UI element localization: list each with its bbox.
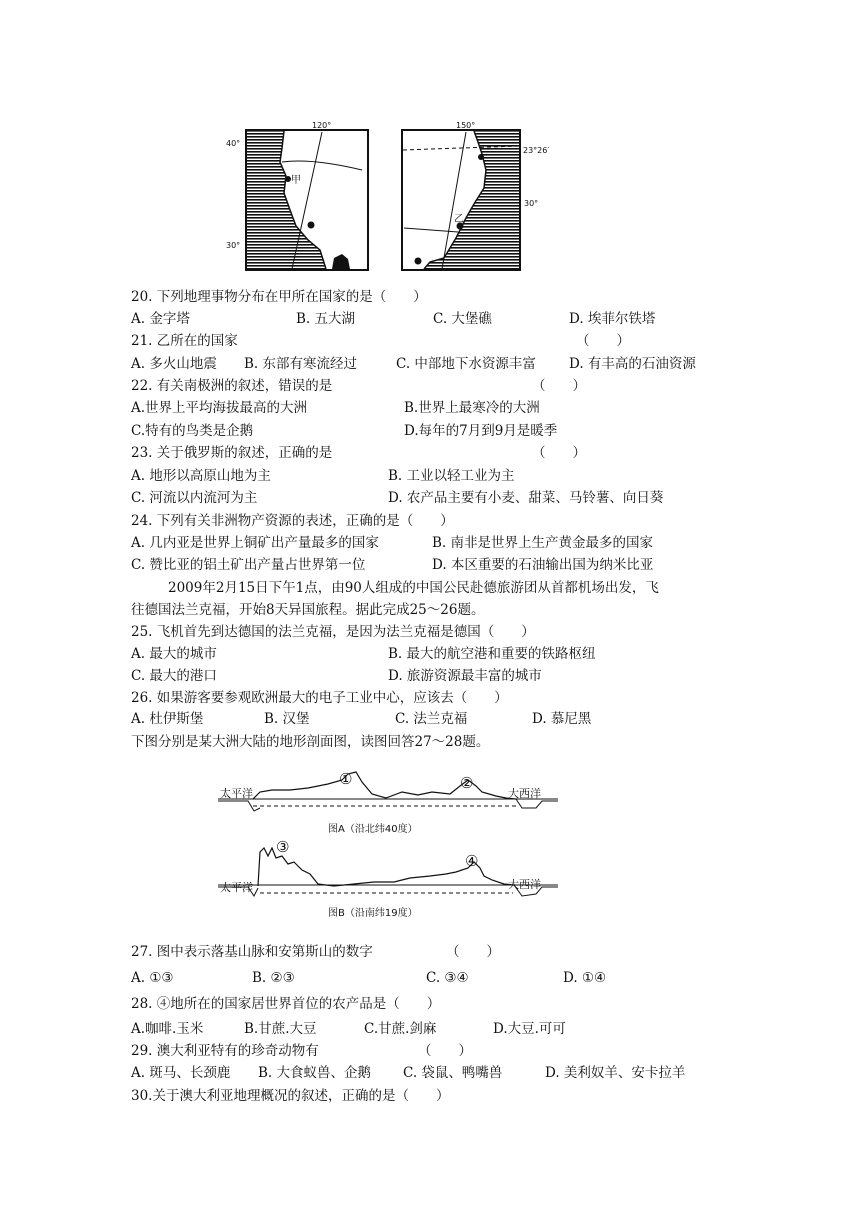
q28-option-d: D.大豆.可可 [493, 1021, 566, 1037]
question-24: 24. 下列有关非洲物产资源的表述，正确的是（ ） [131, 513, 454, 529]
question-22: 22. 有关南极洲的叙述，错误的是 [131, 378, 333, 394]
q21-option-d: D. 有丰高的石油资源 [569, 356, 696, 372]
map-right-lat-bottom: 30° [524, 199, 539, 208]
q25-option-b: B. 最大的航空港和重要的铁路枢纽 [388, 646, 596, 662]
q23-option-c: C. 河流以内流河为主 [131, 490, 258, 506]
profile-a-west: 太平洋 [220, 787, 253, 800]
map-left-lon: 120° [312, 121, 332, 130]
map-left-lat-bottom: 30° [226, 241, 241, 250]
map-left [222, 118, 372, 274]
question-26: 26. 如果游客要参观欧洲最大的电子工业中心，应该去（ ） [131, 690, 508, 706]
q28-option-a: A.咖啡.玉米 [131, 1021, 204, 1037]
q26-option-b: B. 汉堡 [264, 711, 310, 727]
q23-option-b: B. 工业以轻工业为主 [388, 468, 515, 484]
profile-a-east: 大西洋 [508, 787, 541, 800]
profile-intro: 下图分别是某大洲大陆的地形剖面图，读图回答27～28题。 [131, 734, 490, 750]
question-30: 30.关于澳大利亚地理概况的叙述，正确的是（ ） [131, 1088, 450, 1104]
q23-option-d: D. 农产品主要有小麦、甜菜、马铃薯、向日葵 [388, 490, 664, 506]
q21-option-c: C. 中部地下水资源丰富 [396, 356, 536, 372]
q23-paren: （ ） [532, 445, 586, 461]
map-right-lon: 150° [456, 121, 476, 130]
profile-a-caption: 图A（沿北纬40度） [328, 824, 418, 835]
profile-figure-b [218, 838, 558, 924]
question-25: 25. 飞机首先到达德国的法兰克福，是因为法兰克福是德国（ ） [131, 624, 535, 640]
q20-option-b: B. 五大湖 [296, 311, 356, 327]
q29-option-d: D. 美利奴羊、安卡拉羊 [545, 1065, 686, 1081]
q22-option-c: C.特有的鸟类是企鹅 [131, 423, 254, 439]
passage-line-1: 2009年2月15日下午1点，由90人组成的中国公民赴德旅游团从首都机场出发，飞 [168, 580, 659, 596]
q21-option-a: A. 多火山地震 [131, 356, 217, 372]
profile-b-caption: 图B（沿南纬19度） [328, 908, 418, 919]
q24-option-a: A. 几内亚是世界上铜矿出产量最多的国家 [131, 535, 379, 551]
q24-option-d: D. 本区重要的石油输出国为纳米比亚 [432, 557, 654, 573]
q29-option-b: B. 大食蚁兽、企鹅 [258, 1065, 372, 1081]
q20-option-d: D. 埃菲尔铁塔 [569, 311, 656, 327]
map-right-lat-top: 23°26′ [523, 146, 550, 155]
q28-option-b: B.甘蔗.大豆 [244, 1021, 317, 1037]
question-21: 21. 乙所在的国家 [131, 333, 238, 349]
q24-option-c: C. 赞比亚的铝土矿出产量占世界第一位 [131, 557, 366, 573]
q25-option-a: A. 最大的城市 [131, 646, 217, 662]
profile-figure-a [218, 768, 558, 840]
q23-option-a: A. 地形以高原山地为主 [131, 468, 271, 484]
q22-option-a: A.世界上平均海拔最高的大洲 [131, 400, 308, 416]
q29-option-c: C. 袋鼠、鸭嘴兽 [403, 1065, 503, 1081]
q27-option-b: B. ②③ [252, 970, 295, 986]
profile-a-marker-1: ① [339, 770, 353, 788]
profile-b-east: 大西洋 [508, 878, 541, 891]
q26-option-d: D. 慕尼黑 [532, 711, 592, 727]
profile-a-marker-2: ② [460, 774, 474, 792]
profile-b-west: 太平洋 [220, 881, 253, 894]
q26-option-c: C. 法兰克福 [395, 711, 468, 727]
q27-option-d: D. ①④ [563, 970, 607, 986]
q27-option-c: C. ③④ [426, 970, 469, 986]
q25-option-d: D. 旅游资源最丰富的城市 [388, 668, 542, 684]
q21-option-b: B. 东部有寒流经过 [244, 356, 358, 372]
q21-paren: （ ） [576, 333, 630, 349]
q28-option-c: C.甘蔗.剑麻 [364, 1021, 437, 1037]
passage-line-2: 往德国法兰克福，开始8天异国旅程。据此完成25～26题。 [131, 602, 485, 618]
q20-option-c: C. 大堡礁 [433, 311, 492, 327]
q22-option-d: D.每年的7月到9月是暖季 [404, 423, 558, 439]
q22-option-b: B.世界上最寒冷的大洲 [404, 400, 540, 416]
map-left-place: 甲 [291, 175, 301, 186]
q22-paren: （ ） [532, 378, 586, 394]
question-20: 20. 下列地理事物分布在甲所在国家的是（ ） [131, 289, 427, 305]
q24-option-b: B. 南非是世界上生产黄金最多的国家 [432, 535, 654, 551]
question-23: 23. 关于俄罗斯的叙述，正确的是 [131, 445, 333, 461]
question-28: 28. ④地所在的国家居世界首位的农产品是（ ） [131, 996, 441, 1012]
q27-paren: （ ） [446, 944, 500, 960]
q20-option-a: A. 金字塔 [131, 311, 190, 327]
q29-option-a: A. 斑马、长颈鹿 [131, 1065, 231, 1081]
map-right-place: 乙 [454, 214, 464, 225]
map-left-lat-top: 40° [226, 139, 241, 148]
question-27: 27. 图中表示落基山脉和安第斯山的数字 [131, 944, 373, 960]
profile-b-marker-3: ③ [276, 838, 290, 856]
question-29: 29. 澳大利亚特有的珍奇动物有 [131, 1043, 319, 1059]
q27-option-a: A. ①③ [131, 970, 174, 986]
q26-option-a: A. 杜伊斯堡 [131, 711, 204, 727]
map-right [394, 118, 574, 274]
q25-option-c: C. 最大的港口 [131, 668, 217, 684]
profile-b-marker-4: ④ [465, 852, 479, 870]
q29-paren: （ ） [418, 1043, 472, 1059]
